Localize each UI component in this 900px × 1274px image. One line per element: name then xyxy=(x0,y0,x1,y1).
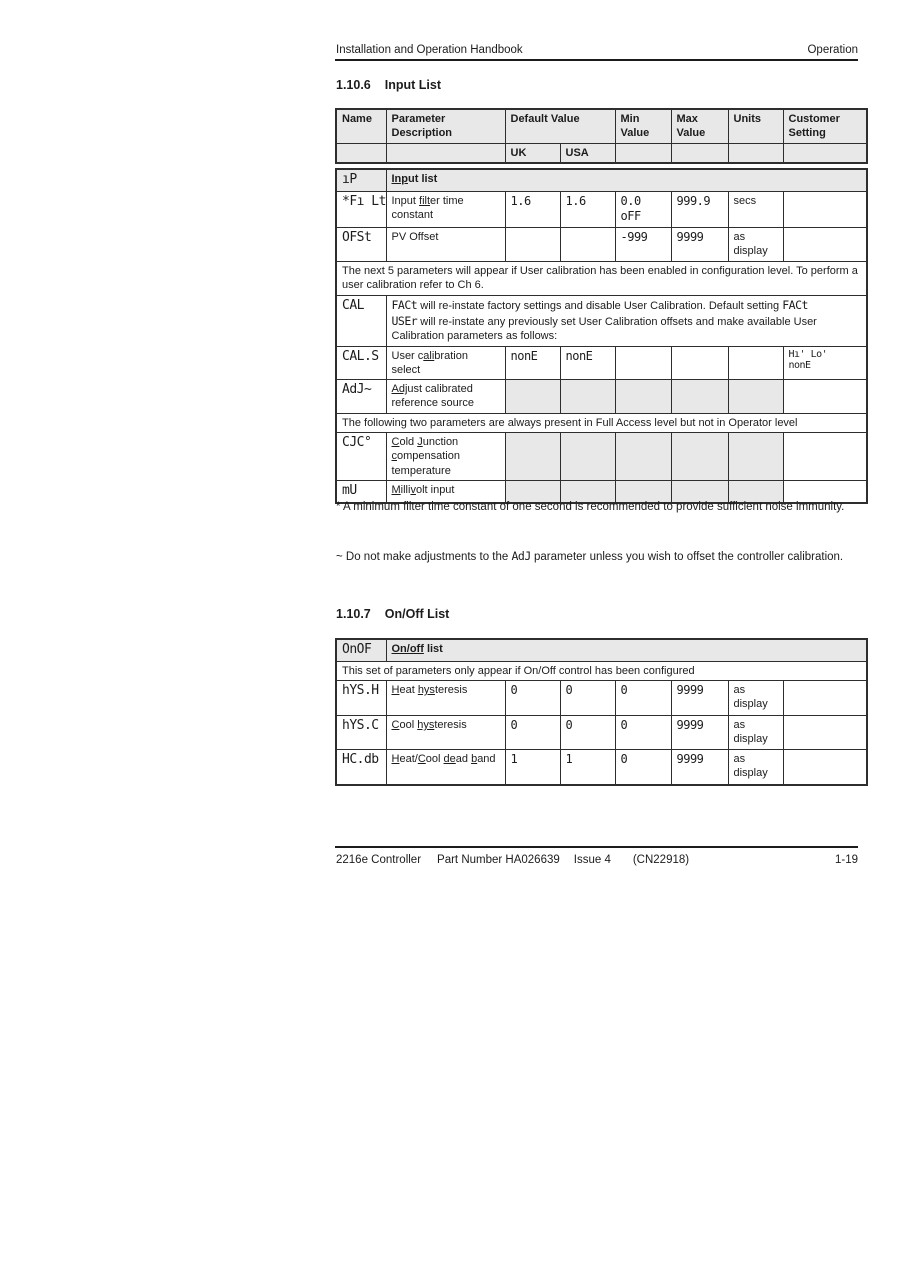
ofst-default-usa xyxy=(560,228,615,262)
col-subheader-empty xyxy=(671,143,728,163)
filt-units: secs xyxy=(728,191,783,227)
ofst-default-uk xyxy=(505,228,560,262)
col-subheader-empty xyxy=(336,143,386,163)
param-name-hysc: hYS.C xyxy=(336,716,386,750)
table-row xyxy=(336,413,867,432)
table-row xyxy=(336,750,867,785)
section-title: On/Off List xyxy=(384,607,450,621)
param-name-filt: *Fı Lt xyxy=(336,191,386,227)
param-desc-hysh: Heat hysteresis xyxy=(386,681,505,716)
param-name-cals: CAL.S xyxy=(336,346,386,380)
hcdb-default-uk: 1 xyxy=(505,750,560,785)
hysc-max-value: 9999 xyxy=(671,716,728,750)
cals-customer-setting: Hı' Lo' nonE xyxy=(783,346,867,380)
filt-max-value: 999.9 xyxy=(671,191,728,227)
ofst-customer-setting xyxy=(783,228,867,262)
col-header-description: Parameter Description xyxy=(386,109,505,143)
footer-issue: Issue 4 xyxy=(573,854,611,866)
col-header-customer-setting: Customer Setting xyxy=(783,109,867,143)
param-name-hysh: hYS.H xyxy=(336,681,386,716)
ofst-min-value: -999 xyxy=(615,228,671,262)
table-row xyxy=(336,380,867,414)
cal-description xyxy=(386,295,867,346)
hysh-units: as display xyxy=(728,681,783,716)
table-row xyxy=(336,433,867,481)
col-header-units: Units xyxy=(728,109,783,143)
header-rule xyxy=(335,59,858,61)
table-row xyxy=(336,716,867,750)
filt-min-value: 0.0 oFF xyxy=(615,191,671,227)
col-subheader-uk: UK xyxy=(505,143,560,163)
cals-max-value xyxy=(671,346,728,380)
table-row xyxy=(336,346,867,380)
table-row xyxy=(336,295,867,346)
col-subheader-empty xyxy=(728,143,783,163)
col-subheader-empty xyxy=(615,143,671,163)
note-user-calibration: The next 5 parameters will appear if User calibration has been enabled in configuration level. To perform a user calibration refer to Ch 6. xyxy=(336,262,867,296)
adj-default-usa xyxy=(560,380,615,414)
param-desc-mv: Millivolt input xyxy=(386,480,505,502)
hysh-customer-setting xyxy=(783,681,867,716)
hcdb-customer-setting xyxy=(783,750,867,785)
hysc-min-value: 0 xyxy=(615,716,671,750)
filt-customer-setting xyxy=(783,191,867,227)
cals-default-uk: nonE xyxy=(505,346,560,380)
param-desc-cjc: Cold Junction compensation temperature xyxy=(386,433,505,481)
cals-units xyxy=(728,346,783,380)
footnote-adjust: ~ Do not make adjustments to the AdJ parameter unless you wish to offset the controller calibration. xyxy=(336,549,844,563)
cjc-default-usa xyxy=(560,433,615,481)
param-name-onof: OnOF xyxy=(336,639,386,661)
filt-default-usa: 1.6 xyxy=(560,191,615,227)
running-footer xyxy=(336,854,858,866)
adj-default-uk xyxy=(505,380,560,414)
col-header-min-value: Min Value xyxy=(615,109,671,143)
col-header-max-value: Max Value xyxy=(671,109,728,143)
cjc-default-uk xyxy=(505,433,560,481)
hcdb-default-usa: 1 xyxy=(560,750,615,785)
param-name-adj: AdJ~ xyxy=(336,380,386,414)
running-header-left: Installation and Operation Handbook xyxy=(336,44,523,56)
cal-description-line2: USEr will re-instate any previously set User Calibration offsets and make available User Calibration parameters as follows: xyxy=(391,313,817,343)
adj-max-value xyxy=(671,380,728,414)
hysh-default-uk: 0 xyxy=(505,681,560,716)
param-desc-hysc: Cool hysteresis xyxy=(386,716,505,750)
footer-product: 2216e Controller xyxy=(336,854,422,866)
param-desc-adj: Adjust calibrated reference source xyxy=(386,380,505,414)
param-name-mv: mU xyxy=(336,480,386,502)
table-row xyxy=(336,639,867,661)
param-name-hcdb: HC.db xyxy=(336,750,386,785)
col-subheader-usa: USA xyxy=(560,143,615,163)
param-desc-ofst: PV Offset xyxy=(386,228,505,262)
adj-units xyxy=(728,380,783,414)
hysh-min-value: 0 xyxy=(615,681,671,716)
ofst-max-value: 9999 xyxy=(671,228,728,262)
hcdb-max-value: 9999 xyxy=(671,750,728,785)
footer-part-number: Part Number HA026639 xyxy=(437,854,560,866)
group-label-input-list: Input list xyxy=(386,169,867,191)
param-name-ip: ıP xyxy=(336,169,386,191)
cjc-customer-setting xyxy=(783,433,867,481)
param-name-cjc: CJC° xyxy=(336,433,386,481)
param-desc-filt: Input filter time constant xyxy=(386,191,505,227)
col-subheader-empty xyxy=(386,143,505,163)
cals-default-usa: nonE xyxy=(560,346,615,380)
section-number: 1.10.7 xyxy=(336,607,371,621)
col-header-default-value: Default Value xyxy=(505,109,615,143)
hysc-customer-setting xyxy=(783,716,867,750)
hcdb-min-value: 0 xyxy=(615,750,671,785)
table-row xyxy=(336,169,867,191)
hysc-default-uk: 0 xyxy=(505,716,560,750)
cal-description-line1: FACt will re-instate factory settings and disable User Calibration. Default setting FACt xyxy=(391,297,808,312)
section-heading-onoff-list xyxy=(336,607,449,621)
footnote-filter: * A minimum filter time constant of one second is recommended to provide sufficient noise immunity. xyxy=(336,501,845,513)
note-full-access: The following two parameters are always present in Full Access level but not in Operator level xyxy=(336,413,867,432)
hysh-default-usa: 0 xyxy=(560,681,615,716)
hysc-default-usa: 0 xyxy=(560,716,615,750)
footer-cn: (CN22918) xyxy=(632,854,690,866)
table-row xyxy=(336,262,867,296)
hysh-max-value: 9999 xyxy=(671,681,728,716)
table-row xyxy=(336,228,867,262)
section-title: Input List xyxy=(384,78,442,92)
note-onoff-configured: This set of parameters only appear if On/Off control has been configured xyxy=(336,661,867,680)
footer-rule xyxy=(335,846,858,848)
column-header-table xyxy=(335,108,868,164)
footer-page-number: 1-19 xyxy=(834,854,858,866)
table-row xyxy=(336,191,867,227)
group-label-onoff-list: On/off list xyxy=(386,639,867,661)
param-desc-cals: User calibration select xyxy=(386,346,505,380)
running-header xyxy=(336,44,858,56)
param-desc-hcdb: Heat/Cool dead band xyxy=(386,750,505,785)
filt-default-uk: 1.6 xyxy=(505,191,560,227)
section-number: 1.10.6 xyxy=(336,78,371,92)
input-list-table xyxy=(335,168,868,504)
ofst-units: as display xyxy=(728,228,783,262)
col-subheader-empty xyxy=(783,143,867,163)
table-row xyxy=(336,681,867,716)
section-heading-input-list xyxy=(336,78,441,92)
hysc-units: as display xyxy=(728,716,783,750)
cjc-min-value xyxy=(615,433,671,481)
running-header-right: Operation xyxy=(807,44,858,56)
hcdb-units: as display xyxy=(728,750,783,785)
param-name-ofst: OFSt xyxy=(336,228,386,262)
cjc-max-value xyxy=(671,433,728,481)
cals-min-value xyxy=(615,346,671,380)
onoff-list-table xyxy=(335,638,868,786)
adj-customer-setting xyxy=(783,380,867,414)
adj-min-value xyxy=(615,380,671,414)
param-name-cal: CAL xyxy=(336,295,386,346)
cjc-units xyxy=(728,433,783,481)
col-header-name: Name xyxy=(336,109,386,143)
table-row xyxy=(336,661,867,680)
